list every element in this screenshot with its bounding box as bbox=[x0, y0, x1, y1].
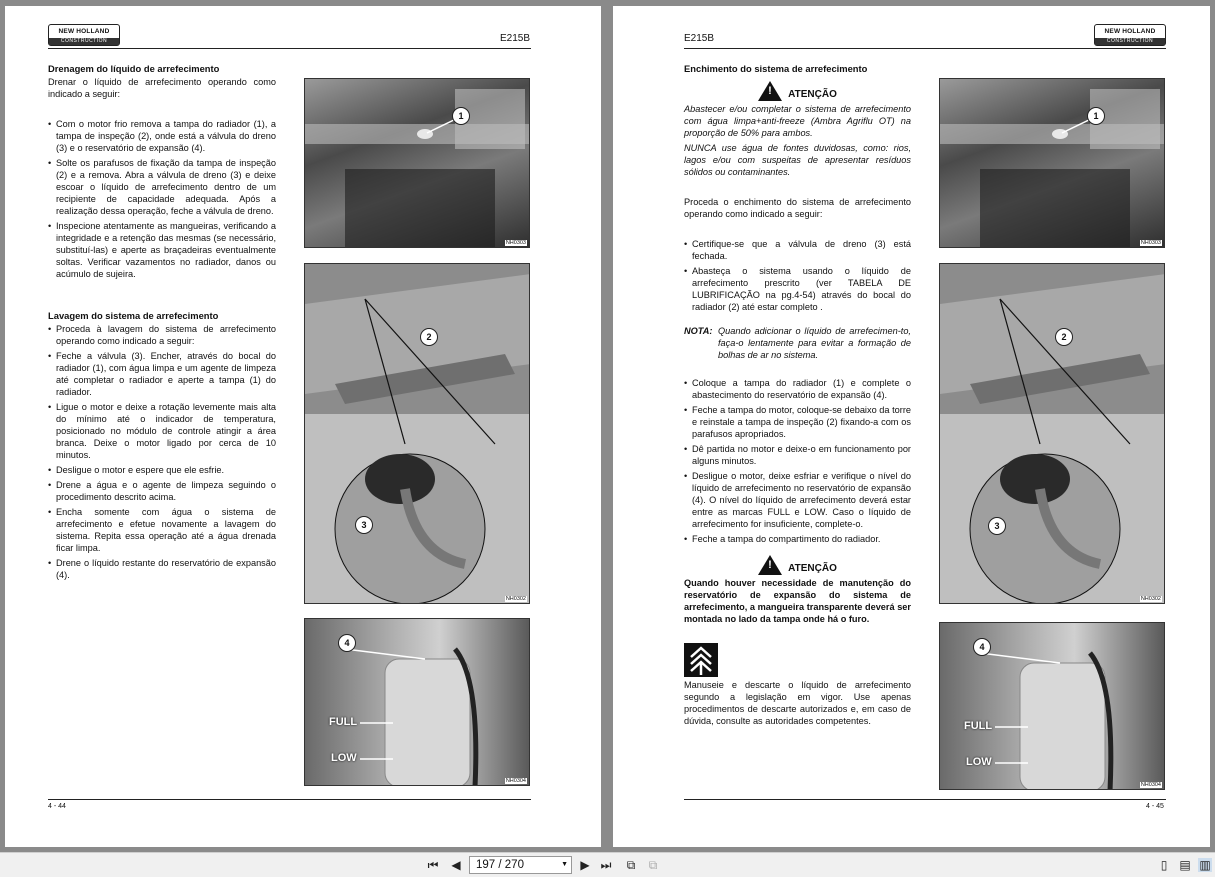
low-label: LOW bbox=[966, 756, 992, 768]
fill-steps-list-2 bbox=[684, 377, 911, 545]
list-item: • Coloque a tampa do radiador (1) e complete o abastecimento do reservatório de expansão (4). bbox=[684, 377, 911, 401]
left-page bbox=[5, 6, 601, 847]
header-rule bbox=[48, 48, 531, 49]
full-label: FULL bbox=[329, 716, 358, 728]
callout-2: 2 bbox=[420, 328, 438, 346]
list-item: • Drene a água e o agente de limpeza seguindo o procedimento descrito acima. bbox=[48, 479, 276, 503]
first-page-button[interactable] bbox=[426, 858, 440, 872]
list-item: • Abasteça o sistema usando o líquido de arrefecimento prescrito (ver TABELA DE LUBRIFICAÇÃO na pg.4-54) através do bocal do radiador (2) até estar completo . bbox=[684, 265, 911, 313]
rotate-back-button[interactable] bbox=[646, 858, 660, 872]
list-item: • Encha somente com água o sistema de arrefecimento e efetue novamente a lavagem do sistema. Repita essa operação até a água drenada ficar limpa. bbox=[48, 506, 276, 554]
model-label: E215B bbox=[684, 33, 715, 44]
wash-steps-list bbox=[48, 323, 276, 581]
warning-text: Quando houver necessidade de manutenção do reservatório de expansão do sistema de arrefecimento, a mangueira transparente deverá ser montada no lado da tampa onde há o furo. bbox=[684, 578, 911, 624]
single-page-icon: ▯ bbox=[1160, 858, 1168, 872]
low-label: LOW bbox=[331, 752, 357, 764]
photo-code: NH0304 bbox=[505, 778, 526, 784]
two-page-view-button[interactable] bbox=[1198, 858, 1212, 872]
list-item: • Feche a válvula (3). Encher, através do bocal do radiador (1), com água limpa e um agente de limpeza até completar o radiador e aperte a tampa (1) do radiador. bbox=[48, 350, 276, 398]
warning-icon: ! bbox=[758, 81, 782, 101]
list-item: • Desligue o motor, deixe esfriar e verifique o nível do líquido de arrefecimento no reservatório de expansão (4). O nível do líquido de arrefecimento deverá estar entre as marcas FULL e LOW. Caso o líquido de arrefecimento for insuficiente, complete-o. bbox=[684, 470, 911, 530]
model-label: E215B bbox=[500, 33, 531, 44]
list-item: • Inspecione atentamente as mangueiras, verificando a integridade e a retenção das mesmas (se necessário, substituí-las) e aperte as braçadeiras eventualmente soltas. Verificar vazamentos no radiador, danos ou acúmulo de sujeira. bbox=[48, 220, 276, 280]
next-page-button[interactable] bbox=[578, 858, 592, 872]
new-holland-logo bbox=[48, 24, 120, 46]
radiator-cap-photo bbox=[304, 78, 530, 248]
note-text: Quando adicionar o líquido de arrefecimen-to, faça-o lentamente para evitar a formação de bolhas de ar no sistema. bbox=[718, 326, 911, 360]
environment-text: Manuseie e descarte o líquido de arrefecimento segundo a legislação em vigor. Use apenas procedimentos de descarte autorizados e, em caso de dúvida, consulte as autoridades competentes. bbox=[684, 680, 911, 726]
photo-code: NH0303 bbox=[505, 240, 526, 246]
page-selector[interactable] bbox=[469, 856, 572, 874]
rotate-button[interactable] bbox=[624, 858, 638, 872]
section-intro: Proceda o enchimento do sistema de arrefecimento operando como indicado a seguir: bbox=[684, 197, 911, 219]
page-number: 4 - 44 bbox=[48, 803, 66, 810]
right-page bbox=[613, 6, 1210, 847]
list-item: • Dê partida no motor e deixe-o em funcionamento por alguns minutos. bbox=[684, 443, 911, 467]
footer-rule bbox=[684, 799, 1166, 800]
new-holland-logo bbox=[1094, 24, 1166, 46]
callout-4: 4 bbox=[338, 634, 356, 652]
warning-text: Abastecer e/ou completar o sistema de arrefecimento com água limpa+anti-freeze (Ambra Agriflu OT) na proporção de 50% para ambos. bbox=[684, 104, 911, 138]
continuous-page-icon: ▤ bbox=[1179, 858, 1191, 872]
warning-heading bbox=[684, 81, 911, 101]
list-item: • Ligue o motor e deixe a rotação levemente mais alta do mínimo até o indicador de temperatura, posicionado no módulo de controle atingir a área branca. Deixe o motor ligado por cerca de 10 minutos. bbox=[48, 401, 276, 461]
warning-title: ATENÇÃO bbox=[788, 89, 837, 100]
note-label: NOTA: bbox=[684, 326, 713, 336]
rotate-back-icon: ⧉ bbox=[648, 858, 658, 872]
list-item: • Com o motor frio remova a tampa do radiador (1), a tampa de inspeção (2), onde está a válvula do dreno (3) e o reservatório de expansão (4). bbox=[48, 118, 276, 154]
footer-rule bbox=[48, 799, 531, 800]
callout-3: 3 bbox=[355, 516, 373, 534]
logo-text: NEW HOLLAND bbox=[1104, 28, 1156, 35]
warning-title: ATENÇÃO bbox=[788, 563, 837, 574]
callout-1: 1 bbox=[452, 107, 470, 125]
warning-icon: ! bbox=[758, 555, 782, 575]
list-item: • Desligue o motor e espere que ele esfrie. bbox=[48, 464, 276, 476]
logo-subtext: CONSTRUCTION bbox=[49, 38, 119, 45]
callout-1: 1 bbox=[1087, 107, 1105, 125]
section-title: Enchimento do sistema de arrefecimento bbox=[684, 63, 868, 74]
warning-text: NUNCA use água de fontes duvidosas, como: rios, lagos e/ou com suspeitas de apresentar resíduos sólidos ou contaminantes. bbox=[684, 143, 911, 177]
photo-code: NH0302 bbox=[505, 596, 526, 602]
list-item: • Drene o líquido restante do reservatório de expansão (4). bbox=[48, 557, 276, 581]
callout-4: 4 bbox=[973, 638, 991, 656]
callout-3: 3 bbox=[988, 517, 1006, 535]
chevron-down-icon: ▼ bbox=[561, 861, 568, 868]
drain-valve-photo bbox=[939, 263, 1165, 604]
logo-subtext: CONSTRUCTION bbox=[1095, 38, 1165, 45]
radiator-cap-photo bbox=[939, 78, 1165, 248]
list-item: • Proceda à lavagem do sistema de arrefecimento operando como indicado a seguir: bbox=[48, 323, 276, 347]
single-page-view-button[interactable] bbox=[1157, 858, 1171, 872]
drain-valve-photo bbox=[304, 263, 530, 604]
expansion-tank-photo bbox=[939, 622, 1165, 790]
page-number: 4 - 45 bbox=[1146, 803, 1164, 810]
warning-heading bbox=[684, 555, 911, 575]
right-text-column bbox=[684, 63, 911, 727]
full-label: FULL bbox=[964, 720, 993, 732]
environment-icon bbox=[684, 643, 718, 677]
note bbox=[684, 325, 911, 361]
section-title: Lavagem do sistema de arrefecimento bbox=[48, 310, 219, 321]
two-page-icon: ▥ bbox=[1199, 858, 1211, 872]
photo-code: NH0302 bbox=[1140, 596, 1161, 602]
page-indicator: 197 / 270 bbox=[476, 859, 524, 871]
next-page-icon: ▶ bbox=[580, 858, 590, 872]
list-item: • Feche a tampa do compartimento do radiador. bbox=[684, 533, 911, 545]
previous-page-button[interactable] bbox=[449, 858, 463, 872]
last-page-button[interactable] bbox=[599, 858, 613, 872]
list-item: • Feche a tampa do motor, coloque-se debaixo da torre e reinstale a tampa de inspeção (2) fixando-a com os parafusos apropriados. bbox=[684, 404, 911, 440]
photo-code: NH0303 bbox=[1140, 240, 1161, 246]
fill-steps-list bbox=[684, 238, 911, 313]
photo-code: NH0304 bbox=[1140, 782, 1161, 788]
rotate-icon: ⧉ bbox=[626, 858, 636, 872]
header-rule bbox=[684, 48, 1166, 49]
logo-text: NEW HOLLAND bbox=[58, 28, 110, 35]
viewer-toolbar bbox=[0, 852, 1215, 877]
list-item: • Solte os parafusos de fixação da tampa de inspeção (2) e a remova. Abra a válvula de dreno (3) e deixe escoar o líquido de arrefecimento dentro de um recipiente de capacidade adequada. Após a realização dessa operação, feche a válvula de dreno. bbox=[48, 157, 276, 217]
previous-page-icon: ◀ bbox=[451, 858, 461, 872]
section-intro: Drenar o líquido de arrefecimento operando como indicado a seguir: bbox=[48, 77, 276, 99]
drain-steps-list bbox=[48, 118, 276, 280]
first-page-icon: ⏮ bbox=[427, 858, 439, 872]
left-text-column bbox=[48, 63, 276, 584]
continuous-view-button[interactable] bbox=[1178, 858, 1192, 872]
list-item: • Certifique-se que a válvula de dreno (3) está fechada. bbox=[684, 238, 911, 262]
callout-2: 2 bbox=[1055, 328, 1073, 346]
last-page-icon: ⏭ bbox=[600, 858, 612, 872]
section-title: Drenagem do líquido de arrefecimento bbox=[48, 63, 220, 74]
expansion-tank-photo bbox=[304, 618, 530, 786]
